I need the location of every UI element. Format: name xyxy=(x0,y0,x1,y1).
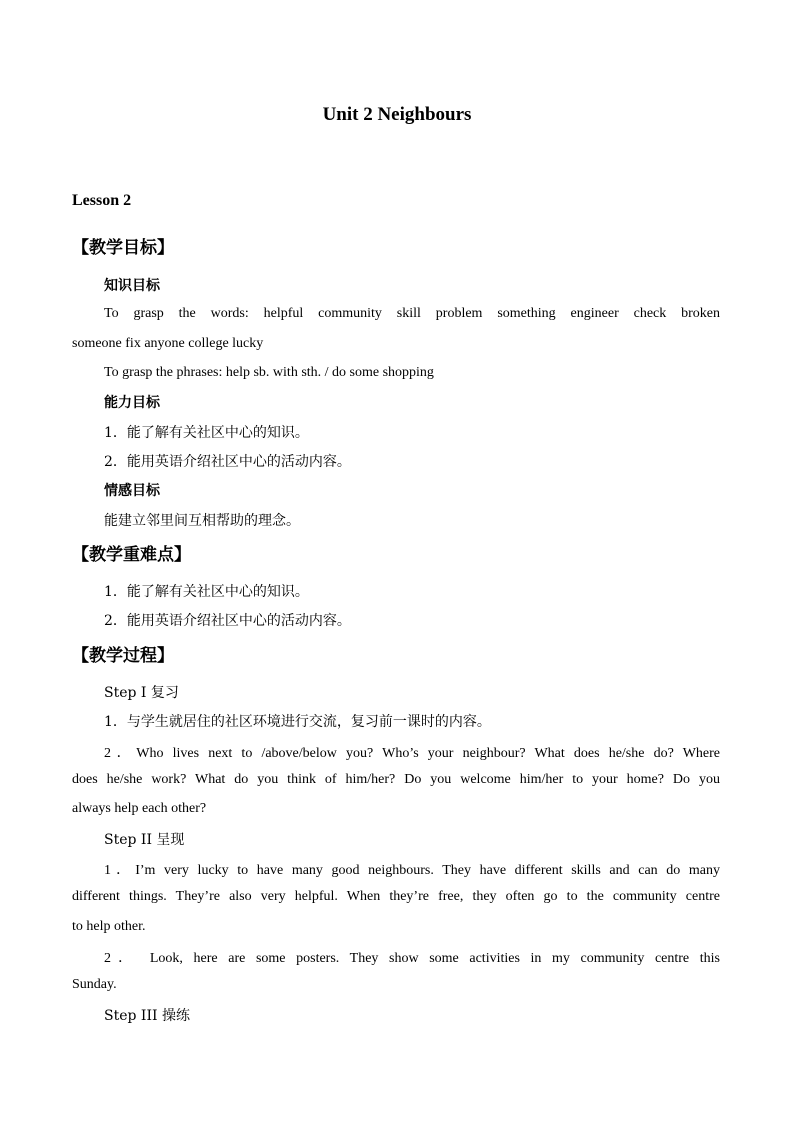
step2-item-2-line-1: 2． Look, here are some posters. They show some activities in my community centre this xyxy=(104,951,720,966)
section-heading-objectives: 【教学目标】 xyxy=(72,238,174,258)
section-heading-process: 【教学过程】 xyxy=(72,646,174,666)
step1-heading: Step I 复习 xyxy=(104,685,179,701)
step1-item-2-line-1: 2．Who lives next to /above/below you? Who’s your neighbour? What does he/she do? Where xyxy=(104,746,720,761)
phrases-line: To grasp the phrases: help sb. with sth. / do some shopping xyxy=(104,365,434,380)
words-line-1: To grasp the words: helpful community skill problem something engineer check broken xyxy=(104,306,720,321)
step1-item-1: 1．与学生就居住的社区环境进行交流，复习前一课时的内容。 xyxy=(104,714,491,730)
step2-heading: Step II 呈现 xyxy=(104,832,185,848)
step3-heading: Step III 操练 xyxy=(104,1008,190,1024)
emotion-item-1: 能建立邻里间互相帮助的理念。 xyxy=(104,513,300,529)
knowledge-objectives-heading: 知识目标 xyxy=(104,278,160,294)
emotion-objectives-heading: 情感目标 xyxy=(104,483,160,499)
section-heading-key-points: 【教学重难点】 xyxy=(72,545,191,565)
ability-item-2: 2．能用英语介绍社区中心的活动内容。 xyxy=(104,454,351,470)
key-point-item-1: 1．能了解有关社区中心的知识。 xyxy=(104,584,309,600)
ability-item-1: 1．能了解有关社区中心的知识。 xyxy=(104,425,309,441)
document-title: Unit 2 Neighbours xyxy=(322,104,472,125)
ability-objectives-heading: 能力目标 xyxy=(104,395,160,411)
step1-item-2-line-2: does he/she work? What do you think of him/her? Do you welcome him/her to your home? Do you xyxy=(72,772,720,787)
key-point-item-2: 2．能用英语介绍社区中心的活动内容。 xyxy=(104,613,351,629)
step1-item-2-line-3: always help each other? xyxy=(72,801,207,816)
step2-item-1-line-3: to help other. xyxy=(72,919,146,934)
step2-item-1-line-1: 1．I’m very lucky to have many good neighbours. They have different skills and can do many xyxy=(104,863,720,878)
lesson-heading: Lesson 2 xyxy=(72,192,132,209)
step2-item-1-line-2: different things. They’re also very helpful. When they’re free, they often go to the community centre xyxy=(72,889,720,904)
words-line-2: someone fix anyone college lucky xyxy=(72,336,264,351)
step2-item-2-line-2: Sunday. xyxy=(72,977,117,992)
